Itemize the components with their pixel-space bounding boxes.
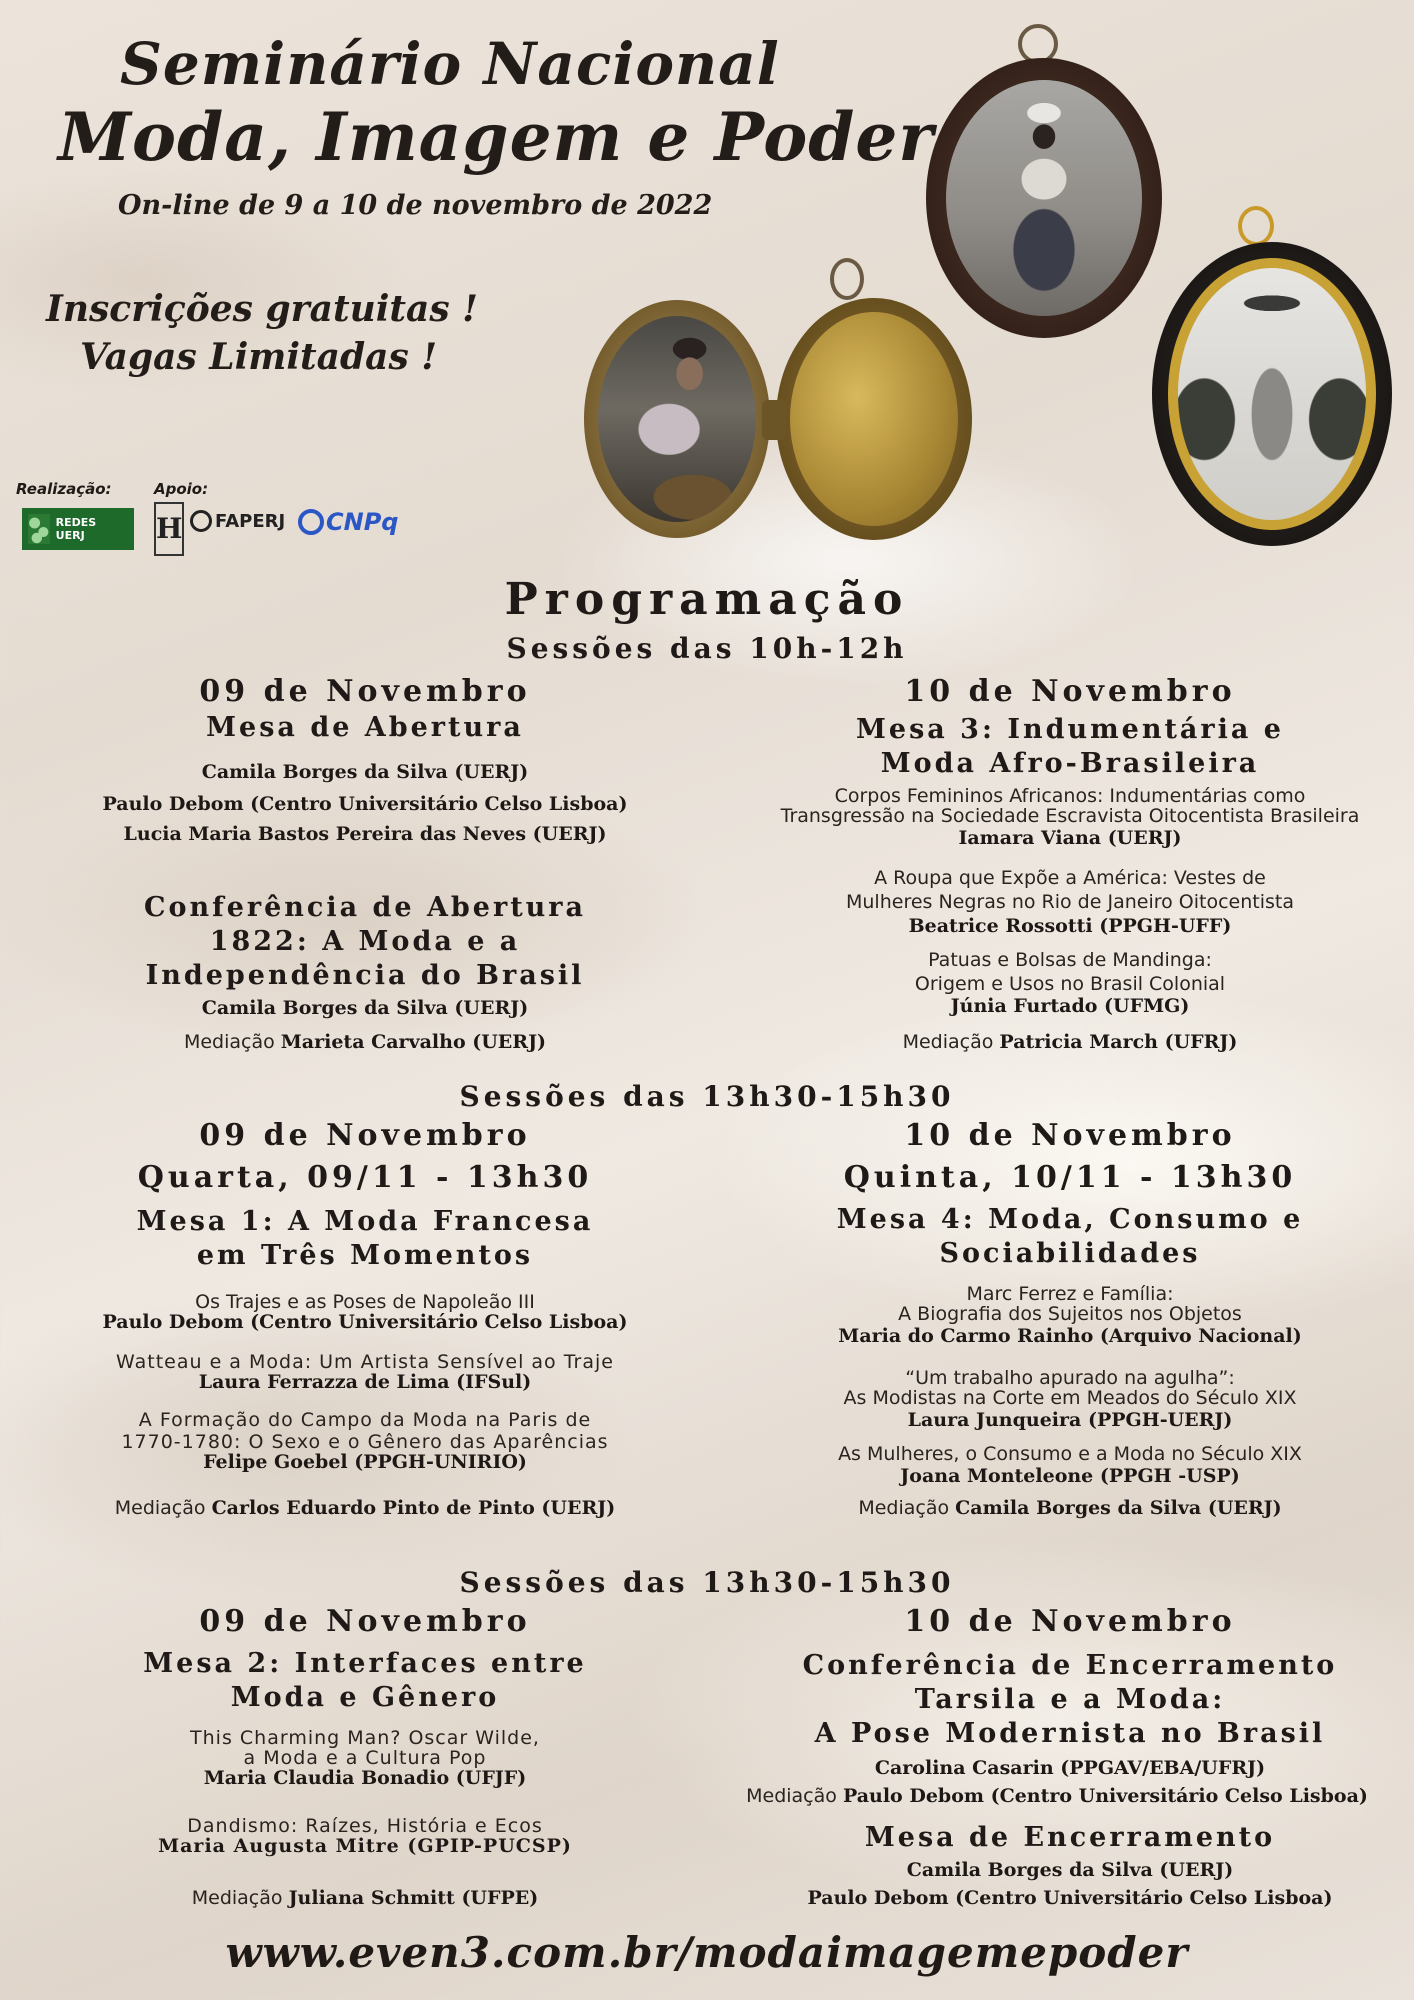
mesa-1-talk-3-speaker: Felipe Goebel (PPGH-UNIRIO) <box>203 1451 527 1473</box>
mesa-3-title-1: Mesa 3: Indumentária e <box>856 714 1284 745</box>
h-institution-logo: H <box>154 502 184 556</box>
mediation-name: Patricia March (UFRJ) <box>999 1031 1238 1053</box>
morning-left-day: 09 de Novembro <box>199 674 531 709</box>
title-line-2: Moda, Imagem e Poder <box>58 98 935 176</box>
mesa-3-talk-2-line-2: Mulheres Negras no Rio de Janeiro Oitocentista <box>846 891 1294 913</box>
conferencia-abertura-title-3: Independência do Brasil <box>145 960 585 991</box>
realizacao-label: Realização: <box>16 480 112 498</box>
locket-ring-right <box>1238 206 1274 246</box>
conferencia-encerramento-title-3: A Pose Modernista no Brasil <box>814 1718 1326 1749</box>
program-title: Programação <box>504 574 910 625</box>
redes-logo-text: REDES UERJ <box>55 516 97 542</box>
mesa-1-talk-3-line-1: A Formação do Campo da Moda na Paris de <box>138 1409 592 1431</box>
conferencia-abertura-title-1: Conferência de Abertura <box>143 892 587 923</box>
afternoon2-right-day: 10 de Novembro <box>904 1604 1236 1639</box>
mediation-name: Juliana Schmitt (UFPE) <box>288 1887 539 1909</box>
afternoon1-right-time: Quinta, 10/11 - 13h30 <box>843 1160 1297 1195</box>
mesa-1-talk-1-title: Os Trajes e as Poses de Napoleão III <box>195 1291 535 1313</box>
mesa-3-talk-3-line-2: Origem e Usos no Brasil Colonial <box>914 973 1226 995</box>
mesa-1-title-1: Mesa 1: A Moda Francesa <box>136 1206 594 1237</box>
mesa-2-talk-1-speaker: Maria Claudia Bonadio (UFJF) <box>203 1767 527 1789</box>
mediation-label: Mediação <box>191 1887 283 1909</box>
event-date-subtitle: On-line de 9 a 10 de novembro de 2022 <box>118 190 713 221</box>
afternoon1-left-mediation <box>40 1498 690 1519</box>
locket-hinge <box>762 400 786 440</box>
locket-ring-left <box>830 258 864 300</box>
conferencia-abertura-title-2: 1822: A Moda e a <box>209 926 521 957</box>
mesa-3-talk-2-line-1: A Roupa que Expõe a América: Vestes de <box>874 867 1266 889</box>
mesa-encerramento-speaker-2: Paulo Debom (Centro Universitário Celso Lisboa) <box>807 1887 1333 1909</box>
cnpq-logo <box>298 508 398 536</box>
mesa-abertura-speaker-3: Lucia Maria Bastos Pereira das Neves (UERJ) <box>123 823 607 845</box>
mesa-4-talk-1-line-1: Marc Ferrez e Família: <box>966 1283 1174 1305</box>
afternoon1-right-mediation <box>720 1498 1414 1519</box>
mediation-label: Mediação <box>114 1497 206 1519</box>
mesa-1-talk-3-line-2: 1770-1780: O Sexo e o Gênero das Aparências <box>121 1431 609 1453</box>
afternoon2-left-mediation <box>40 1888 690 1909</box>
mediation-label: Mediação <box>746 1785 837 1807</box>
mesa-2-talk-1-line-1: This Charming Man? Oscar Wilde, <box>190 1727 540 1749</box>
morning-left-mediation <box>65 1032 665 1053</box>
mediation-name: Camila Borges da Silva (UERJ) <box>955 1497 1282 1519</box>
conferencia-abertura-speaker: Camila Borges da Silva (UERJ) <box>201 997 529 1019</box>
mesa-3-talk-3-speaker: Júnia Furtado (UFMG) <box>950 995 1190 1017</box>
mesa-3-talk-1-line-1: Corpos Femininos Africanos: Indumentárias como <box>834 785 1306 807</box>
mesa-4-talk-1-line-2: A Biografia dos Sujeitos nos Objetos <box>898 1303 1242 1325</box>
redes-uerj-logo <box>22 508 134 550</box>
mesa-4-talk-1-speaker: Maria do Carmo Rainho (Arquivo Nacional) <box>838 1325 1302 1347</box>
mesa-4-talk-2-line-1: “Um trabalho apurado na agulha”: <box>905 1367 1235 1389</box>
morning-right-day: 10 de Novembro <box>904 674 1236 709</box>
mesa-2-talk-2-speaker: Maria Augusta Mitre (GPIP-PUCSP) <box>158 1835 572 1857</box>
faperj-logo <box>190 510 285 532</box>
afternoon-session-label-2: Sessões das 13h30-15h30 <box>459 1566 955 1599</box>
mesa-4-talk-2-line-2: As Modistas na Corte em Meados do Século XIX <box>843 1387 1297 1409</box>
mediation-name: Marieta Carvalho (UERJ) <box>280 1031 547 1053</box>
mediation-label: Mediação <box>902 1031 994 1053</box>
mesa-3-talk-3-line-1: Patuas e Bolsas de Mandinga: <box>928 949 1212 971</box>
limited-seats-text: Vagas Limitadas ! <box>80 336 438 378</box>
locket-open-right-gold-inner <box>790 312 958 526</box>
mesa-2-title-1: Mesa 2: Interfaces entre <box>143 1648 587 1679</box>
mesa-4-title-1: Mesa 4: Moda, Consumo e <box>836 1204 1304 1235</box>
locket-open-left-portrait <box>598 316 756 522</box>
cnpq-ring-icon <box>298 509 324 535</box>
mesa-1-talk-2-title: Watteau e a Moda: Um Artista Sensível ao Traje <box>116 1351 614 1373</box>
mesa-encerramento-speaker-1: Camila Borges da Silva (UERJ) <box>906 1859 1234 1881</box>
mesa-2-talk-2-title: Dandismo: Raízes, História e Ecos <box>187 1815 543 1837</box>
afternoon1-left-day: 09 de Novembro <box>199 1118 531 1153</box>
morning-right-mediation <box>720 1032 1414 1053</box>
mesa-abertura-speaker-2: Paulo Debom (Centro Universitário Celso Lisboa) <box>102 793 628 815</box>
afternoon2-left-day: 09 de Novembro <box>199 1604 531 1639</box>
mesa-1-talk-1-speaker: Paulo Debom (Centro Universitário Celso Lisboa) <box>102 1311 628 1333</box>
title-line-1: Seminário Nacional <box>120 30 780 98</box>
locket-top-portrait <box>946 80 1142 316</box>
cnpq-logo-text: CNPq <box>326 508 399 536</box>
mesa-abertura-title: Mesa de Abertura <box>206 712 524 743</box>
mesa-3-talk-1-line-2: Transgressão na Sociedade Escravista Oitocentista Brasileira <box>780 805 1360 827</box>
registration-free-text: Inscrições gratuitas ! <box>46 288 478 330</box>
faperj-logo-text: FAPERJ <box>215 510 286 532</box>
mesa-encerramento-title: Mesa de Encerramento <box>864 1822 1276 1853</box>
mesa-1-talk-2-speaker: Laura Ferrazza de Lima (IFSul) <box>198 1371 532 1393</box>
apoio-label: Apoio: <box>154 480 209 498</box>
mediation-name: Carlos Eduardo Pinto de Pinto (UERJ) <box>211 1497 616 1519</box>
redes-mark-icon <box>28 514 50 544</box>
afternoon-session-label-1: Sessões das 13h30-15h30 <box>459 1080 955 1113</box>
mesa-4-title-2: Sociabilidades <box>939 1238 1201 1269</box>
afternoon1-right-day: 10 de Novembro <box>904 1118 1236 1153</box>
faperj-circle-icon <box>190 510 212 532</box>
mesa-1-title-2: em Três Momentos <box>196 1240 534 1271</box>
locket-right-portrait <box>1178 268 1366 520</box>
conferencia-encerramento-title-1: Conferência de Encerramento <box>802 1650 1338 1681</box>
conferencia-encerramento-title-2: Tarsila e a Moda: <box>914 1684 1226 1715</box>
mesa-abertura-speaker-1: Camila Borges da Silva (UERJ) <box>201 761 529 783</box>
morning-session-label: Sessões das 10h-12h <box>506 632 908 665</box>
afternoon1-left-time: Quarta, 09/11 - 13h30 <box>137 1160 593 1195</box>
mediation-label: Mediação <box>183 1031 275 1053</box>
mesa-3-talk-2-speaker: Beatrice Rossotti (PPGH-UFF) <box>908 915 1232 937</box>
afternoon2-right-mediation <box>700 1786 1414 1807</box>
conferencia-encerramento-speaker: Carolina Casarin (PPGAV/EBA/UFRJ) <box>874 1757 1266 1779</box>
mesa-3-title-2: Moda Afro-Brasileira <box>880 748 1260 779</box>
mesa-4-talk-3-title: As Mulheres, o Consumo e a Moda no Século XIX <box>838 1443 1302 1465</box>
mesa-2-talk-1-line-2: a Moda e a Cultura Pop <box>243 1747 487 1769</box>
mediation-label: Mediação <box>858 1497 950 1519</box>
mesa-3-talk-1-speaker: Iamara Viana (UERJ) <box>958 827 1182 849</box>
mediation-name: Paulo Debom (Centro Universitário Celso Lisboa) <box>842 1785 1368 1807</box>
mesa-2-title-2: Moda e Gênero <box>230 1682 500 1713</box>
event-website-link[interactable]: www.even3.com.br/modaimagemepoder <box>225 1928 1189 1977</box>
mesa-4-talk-2-speaker: Laura Junqueira (PPGH-UERJ) <box>907 1409 1233 1431</box>
mesa-4-talk-3-speaker: Joana Monteleone (PPGH -USP) <box>900 1465 1240 1487</box>
